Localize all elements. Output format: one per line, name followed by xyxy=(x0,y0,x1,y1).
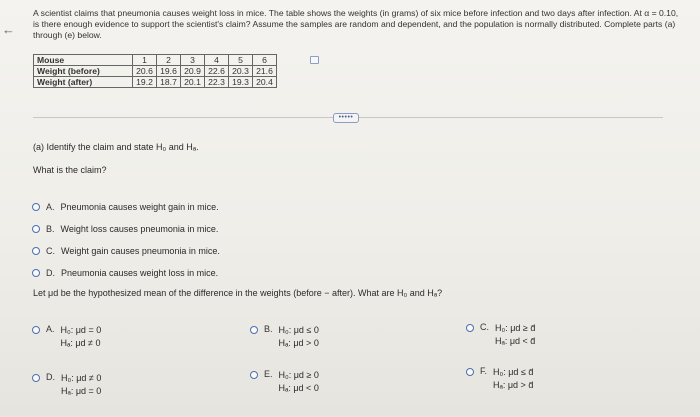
hypothesis-option-e[interactable] xyxy=(250,369,319,395)
alt-hypothesis: Hₐ: μd > d̄ xyxy=(493,380,534,390)
option-letter: E. xyxy=(264,369,273,379)
null-hypothesis: H₀: μd ≠ 0 xyxy=(61,373,102,383)
hypothesis-option-b[interactable] xyxy=(250,324,319,350)
hypothesis-option-d[interactable] xyxy=(32,372,101,398)
claim-option-d[interactable] xyxy=(32,262,220,284)
table-cell: 19.2 xyxy=(133,77,157,88)
option-letter: C. xyxy=(480,322,489,332)
claim-option-b[interactable] xyxy=(32,218,220,240)
part-a-title: (a) Identify the claim and state H₀ and Hₐ. xyxy=(33,142,199,152)
radio-button[interactable] xyxy=(32,247,40,255)
option-text: Weight loss causes pneumonia in mice. xyxy=(60,224,219,234)
radio-button[interactable] xyxy=(466,368,474,376)
expand-more-button[interactable]: ••••• xyxy=(333,113,359,123)
row-label: Weight (after) xyxy=(34,77,133,88)
radio-button[interactable] xyxy=(32,225,40,233)
claim-option-a[interactable] xyxy=(32,196,220,218)
claim-option-c[interactable] xyxy=(32,240,220,262)
option-letter: A. xyxy=(46,202,55,212)
collapse-arrow-icon[interactable]: ← xyxy=(2,22,15,37)
weights-table xyxy=(33,54,277,88)
option-letter: A. xyxy=(46,324,55,334)
problem-statement: A scientist claims that pneumonia causes weight loss in mice. The table shows the weights (in grams) of six mice before infection and two days after infection. At α = 0.10, is there enough evidence to support the scientist's claim? Assume the samples are random and dependent, and the population is normally distributed. Complete parts (a) through (e) below. xyxy=(33,8,679,40)
row-label: Weight (before) xyxy=(34,66,133,77)
null-hypothesis: H₀: μd ≥ 0 xyxy=(278,370,319,380)
radio-button[interactable] xyxy=(32,203,40,211)
radio-button[interactable] xyxy=(466,324,474,332)
radio-button[interactable] xyxy=(32,269,40,277)
table-header-row xyxy=(34,55,277,66)
table-cell: 21.6 xyxy=(253,66,277,77)
option-letter: F. xyxy=(480,366,488,376)
null-hypothesis: H₀: μd ≥ d̄ xyxy=(495,323,536,333)
hypothesis-option-f[interactable] xyxy=(466,366,533,392)
hypothesis-option-c[interactable] xyxy=(466,322,535,348)
radio-button[interactable] xyxy=(250,371,258,379)
hypothesis-option-a[interactable] xyxy=(32,324,101,350)
table-cell: 20.6 xyxy=(133,66,157,77)
table-cell: 22.3 xyxy=(205,77,229,88)
radio-button[interactable] xyxy=(32,326,40,334)
table-row xyxy=(34,66,277,77)
radio-button[interactable] xyxy=(32,374,40,382)
table-cell: 20.3 xyxy=(229,66,253,77)
option-letter: B. xyxy=(46,224,55,234)
null-hypothesis: H₀: μd = 0 xyxy=(60,325,102,335)
table-cell: 18.7 xyxy=(157,77,181,88)
table-cell: 20.1 xyxy=(181,77,205,88)
hypotheses-question: Let μd be the hypothesized mean of the difference in the weights (before − after). What are H₀ and Hₐ? xyxy=(33,288,443,298)
alt-hypothesis: Hₐ: μd = 0 xyxy=(61,386,102,396)
option-text: Pneumonia causes weight loss in mice. xyxy=(61,268,219,278)
option-text: Pneumonia causes weight gain in mice. xyxy=(60,202,219,212)
radio-button[interactable] xyxy=(250,326,258,334)
alt-hypothesis: Hₐ: μd < d̄ xyxy=(495,336,536,346)
option-letter: B. xyxy=(264,324,273,334)
table-header-cell: 6 xyxy=(253,55,277,66)
table-cell: 19.3 xyxy=(229,77,253,88)
table-cell: 19.6 xyxy=(157,66,181,77)
table-header-cell: 1 xyxy=(133,55,157,66)
alt-hypothesis: Hₐ: μd > 0 xyxy=(278,338,319,348)
table-cell: 20.9 xyxy=(181,66,205,77)
table-header-cell: 2 xyxy=(157,55,181,66)
option-letter: D. xyxy=(46,268,55,278)
table-row xyxy=(34,77,277,88)
null-hypothesis: H₀: μd ≤ d̄ xyxy=(493,367,534,377)
table-cell: 20.4 xyxy=(253,77,277,88)
table-header-label: Mouse xyxy=(34,55,133,66)
alt-hypothesis: Hₐ: μd < 0 xyxy=(278,383,319,393)
option-text: Weight gain causes pneumonia in mice. xyxy=(61,246,220,256)
claim-options xyxy=(32,196,220,284)
copy-table-icon[interactable] xyxy=(310,56,319,64)
table-header-cell: 5 xyxy=(229,55,253,66)
table-header-cell: 4 xyxy=(205,55,229,66)
null-hypothesis: H₀: μd ≤ 0 xyxy=(278,325,319,335)
option-letter: C. xyxy=(46,246,55,256)
claim-question: What is the claim? xyxy=(33,165,107,175)
alt-hypothesis: Hₐ: μd ≠ 0 xyxy=(60,338,101,348)
table-cell: 22.6 xyxy=(205,66,229,77)
table-header-cell: 3 xyxy=(181,55,205,66)
option-letter: D. xyxy=(46,372,55,382)
